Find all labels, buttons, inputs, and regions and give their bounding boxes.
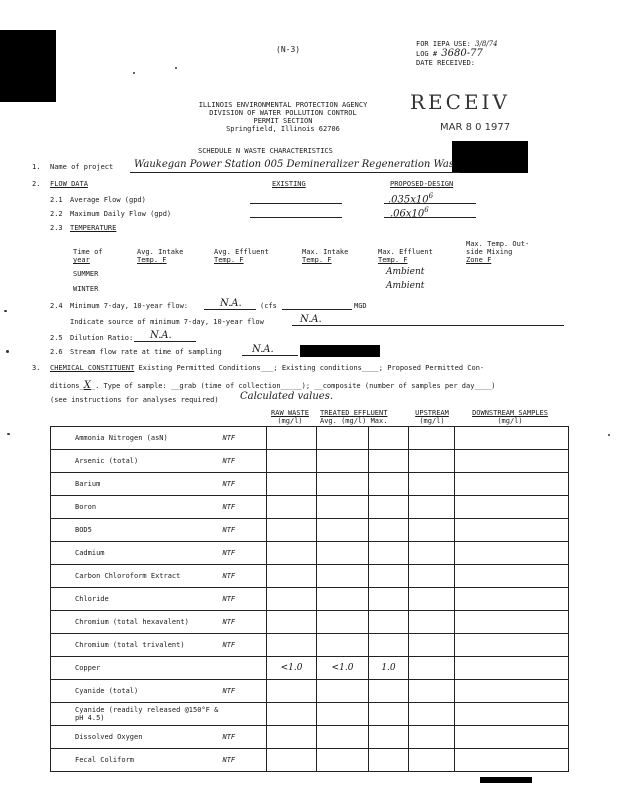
parameter-name: Chloride <box>51 588 219 611</box>
item-2-num: 2. <box>32 180 41 188</box>
downstream-cell <box>455 473 569 496</box>
raw-waste-cell <box>267 749 317 772</box>
treated-avg-cell <box>317 427 369 450</box>
item-3-num: 3. <box>32 364 41 372</box>
min-flow-mgd-line <box>282 309 352 310</box>
chemical-line-3: (see instructions for analyses required) <box>50 396 219 404</box>
col-raw-waste: RAW WASTE (mg/l) <box>271 409 309 425</box>
redaction-block-name <box>452 141 528 173</box>
parameter-name: Chromium (total trivalent) <box>51 634 219 657</box>
upstream-cell <box>409 519 455 542</box>
raw-waste-cell <box>267 450 317 473</box>
col-upstream: UPSTREAM (mg/l) <box>415 409 449 425</box>
temp-col-max-effluent: Max. Effluent Temp. F <box>378 248 433 264</box>
treated-max-cell <box>369 588 409 611</box>
treated-max-cell <box>369 611 409 634</box>
treated-avg-cell <box>317 450 369 473</box>
table-row <box>51 634 569 657</box>
constituent-table <box>50 426 569 772</box>
ntf-mark: NTF <box>219 726 267 749</box>
treated-avg-cell <box>317 749 369 772</box>
flow-max-proposed: $.06x10^6$ <box>390 206 429 220</box>
upstream-cell <box>409 427 455 450</box>
upstream-cell <box>409 450 455 473</box>
flow-avg-existing-line <box>250 203 342 204</box>
existing-heading: EXISTING <box>272 180 306 188</box>
project-name-value: Waukegan Power Station 005 Demineralizer Regeneration Was <box>134 159 454 170</box>
chemical-line-1: CHEMICAL CONSTITUENT Existing Permitted Conditions___; Existing conditions____; Proposed Permitted Con- <box>50 364 485 372</box>
treated-max-cell <box>369 496 409 519</box>
scan-speck <box>133 72 135 74</box>
item-1-num: 1. <box>32 163 41 171</box>
min-flow-mgd: MGD <box>354 302 367 310</box>
temp-winter-max-effluent: Ambient <box>386 281 425 291</box>
table-row <box>51 450 569 473</box>
upstream-cell <box>409 703 455 726</box>
ntf-mark <box>219 657 267 680</box>
table-row <box>51 496 569 519</box>
upstream-cell <box>409 611 455 634</box>
epa-use-date: 3/8/74 <box>475 40 498 48</box>
raw-waste-cell: <1.0 <box>267 657 317 680</box>
treated-avg-cell <box>317 703 369 726</box>
treated-avg-cell: <1.0 <box>317 657 369 680</box>
raw-waste-cell <box>267 726 317 749</box>
treated-max-cell <box>369 450 409 473</box>
parameter-name: Arsenic (total) <box>51 450 219 473</box>
flow-avg-proposed-line <box>384 203 476 204</box>
downstream-cell <box>455 611 569 634</box>
item-25-num: 2.5 <box>50 334 63 342</box>
scan-speck <box>7 433 10 435</box>
raw-waste-cell <box>267 680 317 703</box>
downstream-cell <box>455 634 569 657</box>
table-row <box>51 680 569 703</box>
temp-col-avg-effluent: Avg. Effluent Temp. F <box>214 248 269 264</box>
page-number: (N-3) <box>276 45 301 54</box>
parameter-name: Boron <box>51 496 219 519</box>
treated-max-cell: 1.0 <box>369 657 409 680</box>
scan-speck <box>6 350 9 353</box>
raw-waste-cell <box>267 634 317 657</box>
downstream-cell <box>455 703 569 726</box>
treated-avg-cell <box>317 473 369 496</box>
epa-use-block <box>416 40 498 68</box>
parameter-name: Fecal Coliform <box>51 749 219 772</box>
ntf-mark: NTF <box>219 473 267 496</box>
treated-avg-cell <box>317 588 369 611</box>
raw-waste-cell <box>267 496 317 519</box>
raw-waste-cell <box>267 565 317 588</box>
dilution-label: Dilution Ratio: <box>70 334 134 342</box>
raw-waste-cell <box>267 473 317 496</box>
upstream-cell <box>409 657 455 680</box>
received-stamp: RECEIV <box>410 90 510 114</box>
table-row <box>51 473 569 496</box>
flow-max-existing-line <box>250 217 342 218</box>
flow-avg-proposed: $.035x10^6$ <box>388 192 434 206</box>
min-flow-label: Minimum 7-day, 10-year flow: <box>70 302 189 310</box>
raw-waste-cell <box>267 542 317 565</box>
temperature-heading: TEMPERATURE <box>70 224 117 232</box>
treated-avg-cell <box>317 542 369 565</box>
agency-name: ILLINOIS ENVIRONMENTAL PROTECTION AGENCY <box>198 101 368 109</box>
treated-max-cell <box>369 473 409 496</box>
chemical-line-2: ditions_X_. Type of sample: __grab (time of collection_____); __composite (number of samples per day____) <box>50 380 496 391</box>
downstream-cell <box>455 749 569 772</box>
table-row <box>51 726 569 749</box>
treated-avg-cell <box>317 565 369 588</box>
dilution-value: N.A. <box>150 330 172 341</box>
scan-speck <box>4 310 7 312</box>
parameter-name: Copper <box>51 657 219 680</box>
downstream-cell <box>455 680 569 703</box>
parameter-name: BOD5 <box>51 519 219 542</box>
raw-waste-cell <box>267 588 317 611</box>
downstream-cell <box>455 496 569 519</box>
upstream-cell <box>409 565 455 588</box>
agency-section: PERMIT SECTION <box>253 117 313 125</box>
treated-avg-cell <box>317 611 369 634</box>
redaction-bar-bottom <box>480 777 532 783</box>
upstream-cell <box>409 726 455 749</box>
ntf-mark: NTF <box>219 634 267 657</box>
temp-col-time: Time of year <box>73 248 103 264</box>
stream-flow-value: N.A. <box>252 344 274 355</box>
parameter-name: Cyanide (readily released @150°F & pH 4.5) <box>51 703 219 726</box>
treated-max-cell <box>369 427 409 450</box>
treated-avg-cell <box>317 519 369 542</box>
parameter-name: Chromium (total hexavalent) <box>51 611 219 634</box>
upstream-cell <box>409 588 455 611</box>
upstream-cell <box>409 634 455 657</box>
col-treated: TREATED EFFLUENT Avg. (mg/l) Max. <box>320 409 388 425</box>
table-row <box>51 703 569 726</box>
treated-max-cell <box>369 565 409 588</box>
parameter-name: Carbon Chloroform Extract <box>51 565 219 588</box>
dilution-line <box>134 341 196 342</box>
flow-row-max-num: 2.2 <box>50 210 63 218</box>
treated-max-cell <box>369 726 409 749</box>
raw-waste-cell <box>267 519 317 542</box>
scan-speck <box>175 67 177 69</box>
parameter-name: Dissolved Oxygen <box>51 726 219 749</box>
treated-max-cell <box>369 634 409 657</box>
calculated-values-note: Calculated values. <box>240 391 334 402</box>
temp-summer-max-effluent: Ambient <box>386 267 425 277</box>
scan-speck <box>608 434 610 436</box>
upstream-cell <box>409 749 455 772</box>
temp-row-winter: WINTER <box>73 285 99 293</box>
temp-col-max-outside: Max. Temp. Out- side Mixing Zone F <box>466 240 530 264</box>
treated-max-cell <box>369 519 409 542</box>
treated-max-cell <box>369 703 409 726</box>
treated-max-cell <box>369 542 409 565</box>
stamp-date: MAR 8 0 1977 <box>440 122 511 133</box>
temp-col-max-intake: Max. Intake Temp. F <box>302 248 349 264</box>
downstream-cell <box>455 542 569 565</box>
item-26-num: 2.6 <box>50 348 63 356</box>
ntf-mark: NTF <box>219 427 267 450</box>
parameter-name: Ammonia Nitrogen (asN) <box>51 427 219 450</box>
table-row <box>51 611 569 634</box>
downstream-cell <box>455 427 569 450</box>
treated-max-cell <box>369 680 409 703</box>
ntf-mark: NTF <box>219 588 267 611</box>
upstream-cell <box>409 473 455 496</box>
table-row <box>51 542 569 565</box>
flow-row-max-label: Maximum Daily Flow (gpd) <box>70 210 172 218</box>
parameter-name: Cadmium <box>51 542 219 565</box>
upstream-cell <box>409 680 455 703</box>
parameter-name: Barium <box>51 473 219 496</box>
flow-row-avg-label: Average Flow (gpd) <box>70 196 146 204</box>
stream-flow-label: Stream flow rate at time of sampling <box>70 348 222 356</box>
project-name-underline <box>130 172 460 173</box>
temp-col-avg-intake: Avg. Intake Temp. F <box>137 248 184 264</box>
treated-avg-cell <box>317 726 369 749</box>
flow-row-avg-num: 2.1 <box>50 196 63 204</box>
table-row <box>51 588 569 611</box>
table-row <box>51 657 569 680</box>
log-label: LOG # <box>416 50 438 58</box>
min-flow-cfs: (cfs <box>260 302 277 310</box>
treated-avg-cell <box>317 496 369 519</box>
downstream-cell <box>455 588 569 611</box>
downstream-cell <box>455 565 569 588</box>
date-received-label: DATE RECEIVED: <box>416 59 476 67</box>
downstream-cell <box>455 450 569 473</box>
flow-max-proposed-line <box>384 217 476 218</box>
ntf-mark: NTF <box>219 496 267 519</box>
schedule-title: SCHEDULE N WASTE CHARACTERISTICS <box>198 147 333 155</box>
min-flow-source-label: Indicate source of minimum 7-day, 10-year flow <box>70 318 264 326</box>
table-row <box>51 565 569 588</box>
log-value: 3680-77 <box>441 48 483 59</box>
flow-data-heading: FLOW DATA <box>50 180 88 188</box>
ntf-mark <box>219 703 267 726</box>
parameter-name: Cyanide (total) <box>51 680 219 703</box>
treated-max-cell <box>369 749 409 772</box>
raw-waste-cell <box>267 703 317 726</box>
downstream-cell <box>455 657 569 680</box>
table-row <box>51 519 569 542</box>
temperature-num: 2.3 <box>50 224 63 232</box>
temp-row-summer: SUMMER <box>73 270 99 278</box>
ntf-mark: NTF <box>219 680 267 703</box>
downstream-cell <box>455 726 569 749</box>
item-24-num: 2.4 <box>50 302 63 310</box>
treated-avg-cell <box>317 634 369 657</box>
redaction-block-top-left <box>0 30 56 102</box>
ntf-mark: NTF <box>219 749 267 772</box>
min-flow-source-value: N.A. <box>300 314 322 325</box>
col-downstream: DOWNSTREAM SAMPLES (mg/l) <box>472 409 548 425</box>
proposed-heading: PROPOSED-DESIGN <box>390 180 454 188</box>
min-flow-source-line <box>292 325 564 326</box>
ntf-mark: NTF <box>219 519 267 542</box>
treated-avg-cell <box>317 680 369 703</box>
agency-address: Springfield, Illinois 62706 <box>226 125 340 133</box>
table-row <box>51 427 569 450</box>
table-row <box>51 749 569 772</box>
epa-use-label: FOR IEPA USE: <box>416 40 471 48</box>
min-flow-value: N.A. <box>220 298 242 309</box>
agency-division: DIVISION OF WATER POLLUTION CONTROL <box>209 109 357 117</box>
ntf-mark: NTF <box>219 542 267 565</box>
ntf-mark: NTF <box>219 565 267 588</box>
redaction-block-sampling <box>300 345 380 357</box>
agency-block <box>188 101 378 133</box>
raw-waste-cell <box>267 427 317 450</box>
downstream-cell <box>455 519 569 542</box>
stream-flow-line <box>242 355 298 356</box>
upstream-cell <box>409 496 455 519</box>
ntf-mark: NTF <box>219 611 267 634</box>
ntf-mark: NTF <box>219 450 267 473</box>
raw-waste-cell <box>267 611 317 634</box>
min-flow-line <box>204 309 256 310</box>
project-name-label: Name of project <box>50 163 114 171</box>
upstream-cell <box>409 542 455 565</box>
